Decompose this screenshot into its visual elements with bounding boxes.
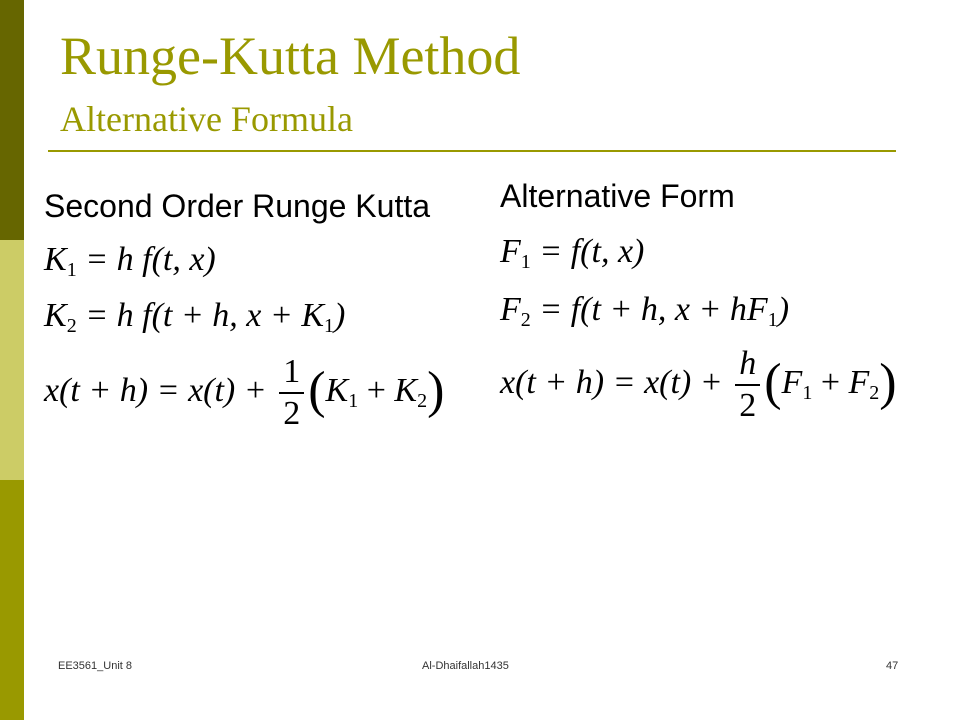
eq-k2-lhs: K xyxy=(44,297,67,334)
eq-alt-update-lhs: x(t + h) = x(t) + xyxy=(500,363,732,401)
side-bar-segment-dark xyxy=(0,0,24,240)
title-divider xyxy=(48,150,896,152)
open-paren: ( xyxy=(764,353,782,411)
equation-k1 xyxy=(44,240,216,290)
equation-f1 xyxy=(500,232,644,282)
decorative-side-bar xyxy=(0,0,24,720)
eq-k1-rhs: = h f(t, x) xyxy=(76,241,216,278)
plus-sign: + xyxy=(358,371,395,409)
right-column-heading: Alternative Form xyxy=(500,178,735,214)
footer-page-number: 47 xyxy=(886,660,899,672)
term-b: K xyxy=(394,371,418,409)
eq-f2-rhs: = f(t + h, x + hF xyxy=(530,291,768,328)
fraction-h-half xyxy=(735,344,760,426)
fraction-one-half xyxy=(279,352,304,434)
term-b-sub: 2 xyxy=(417,389,428,412)
eq-f2-rhs-end: ) xyxy=(777,291,790,328)
eq-k2-rhs-end: ) xyxy=(334,297,346,334)
fraction-numerator: 1 xyxy=(283,353,301,390)
eq-update-lhs: x(t + h) = x(t) + xyxy=(44,371,276,409)
term-b: F xyxy=(848,363,870,401)
eq-f1-lhs: F xyxy=(500,233,521,270)
eq-f1-rhs: = f(t, x) xyxy=(530,233,645,270)
term-b-sub: 2 xyxy=(869,381,880,404)
close-paren: ) xyxy=(879,353,897,411)
eq-f1-sub: 1 xyxy=(520,251,531,273)
slide-subtitle: Alternative Formula xyxy=(60,99,353,139)
eq-k1-sub: 1 xyxy=(66,259,77,281)
eq-k2-rhs-sub: 1 xyxy=(324,315,335,337)
term-a-sub: 1 xyxy=(802,381,813,404)
eq-k1-lhs: K xyxy=(44,241,67,278)
eq-k2-rhs: = h f(t + h, x + K xyxy=(76,297,325,334)
plus-sign: + xyxy=(812,363,849,401)
side-bar-segment-light xyxy=(0,240,24,480)
fraction-denominator: 2 xyxy=(279,392,304,434)
eq-k2-sub: 2 xyxy=(66,315,77,337)
close-paren: ) xyxy=(427,361,445,419)
footer-course: EE3561_Unit 8 xyxy=(58,660,132,672)
equation-update-alternative xyxy=(500,344,897,426)
side-bar-segment-mid xyxy=(0,480,24,720)
term-a: F xyxy=(781,363,803,401)
eq-f2-sub: 2 xyxy=(520,309,531,331)
eq-f2-rhs-sub: 1 xyxy=(767,309,778,331)
term-a-sub: 1 xyxy=(348,389,359,412)
left-column-heading: Second Order Runge Kutta xyxy=(44,188,431,224)
term-a: K xyxy=(325,371,349,409)
fraction-numerator: h xyxy=(739,345,757,382)
equation-f2 xyxy=(500,290,789,340)
eq-f2-lhs: F xyxy=(500,291,521,328)
open-paren: ( xyxy=(308,361,326,419)
equation-k2 xyxy=(44,296,345,346)
slide-title: Runge-Kutta Method xyxy=(60,26,521,86)
equation-update-rk2 xyxy=(44,352,444,434)
footer-author: Al-Dhaifallah1435 xyxy=(422,660,509,672)
fraction-denominator: 2 xyxy=(735,384,760,426)
